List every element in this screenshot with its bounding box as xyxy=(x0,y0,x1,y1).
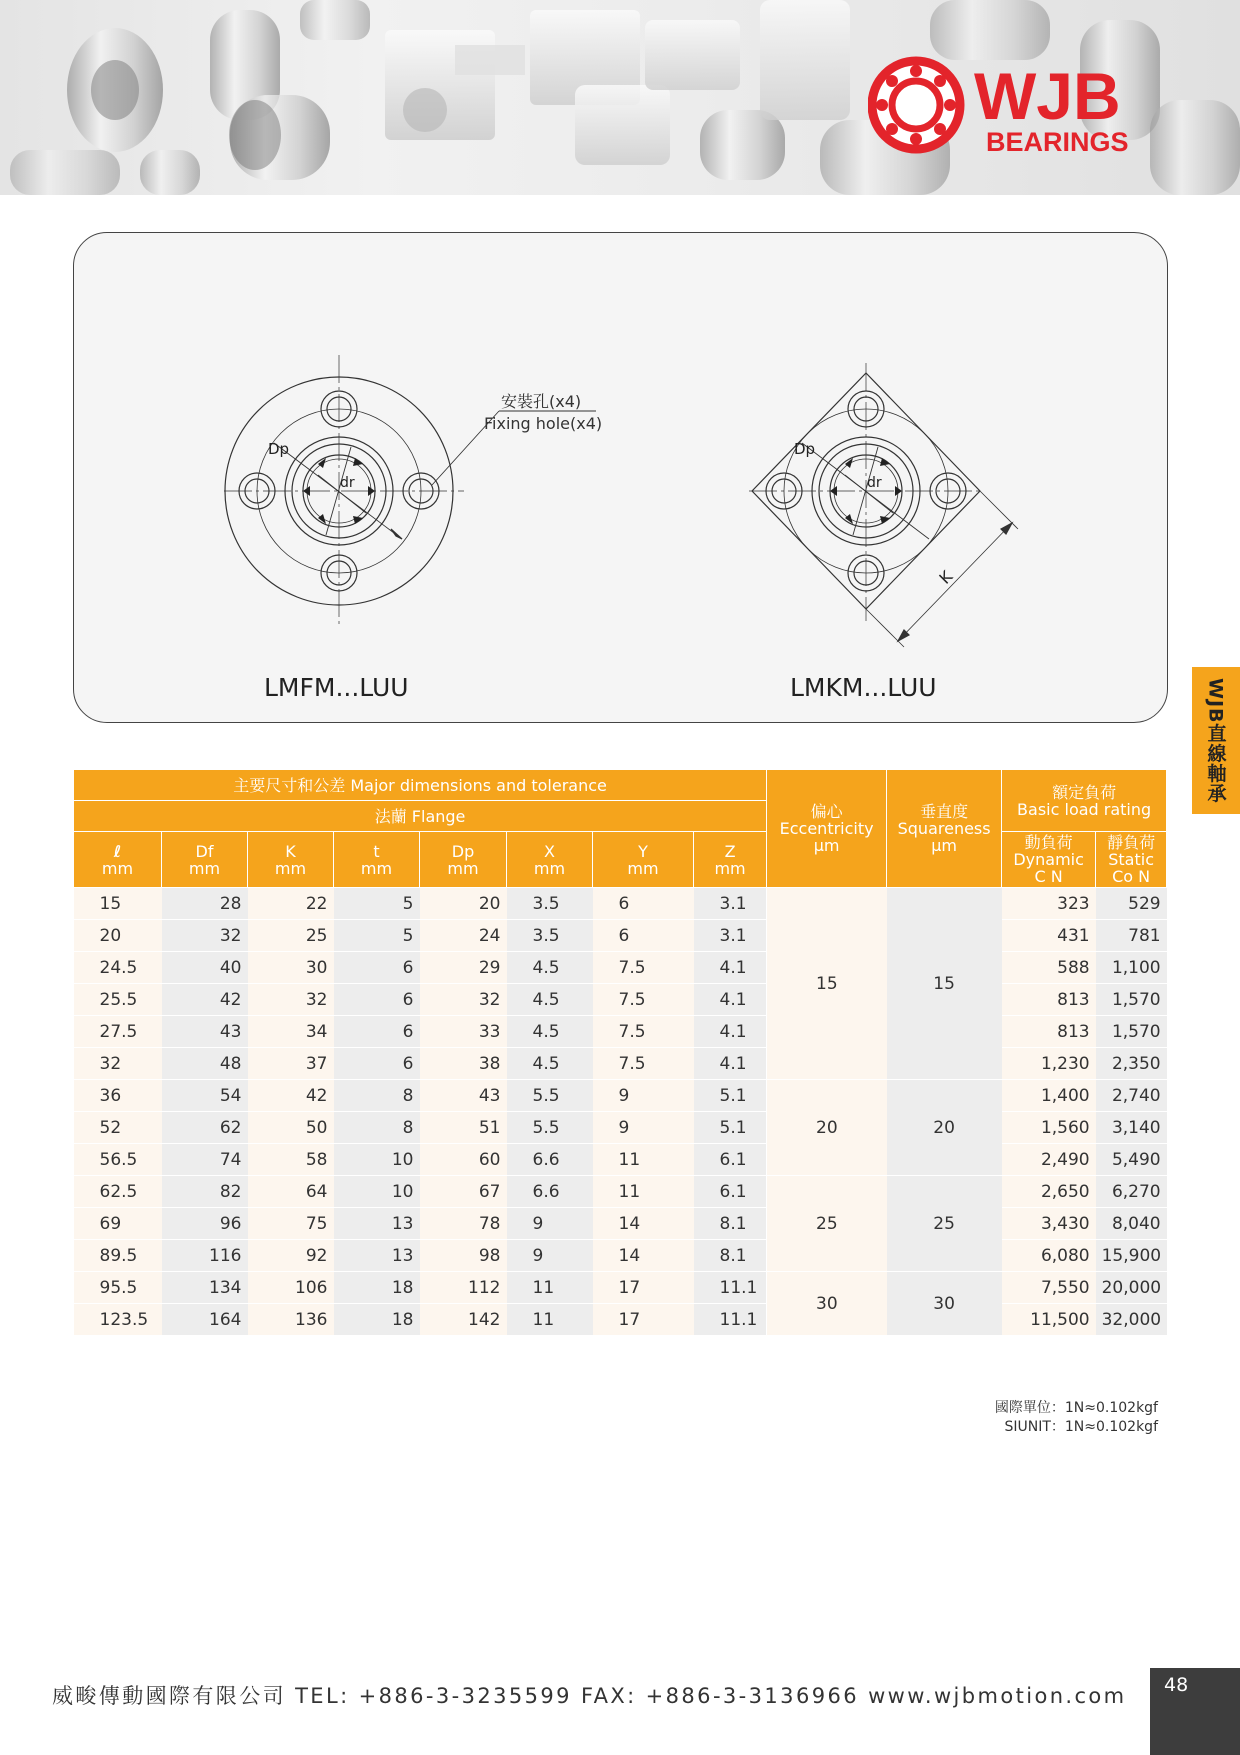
cell-ℓ: 69 xyxy=(74,1208,162,1240)
cell-eccentricity: 15 xyxy=(767,888,887,1080)
cell-t: 6 xyxy=(334,1048,420,1080)
cell-static-load: 1,570 xyxy=(1096,1016,1167,1048)
col-header-t: t mm xyxy=(334,832,420,888)
cell-dp: 60 xyxy=(420,1144,507,1176)
fixing-hole-label-cn: 安裝孔(x4) xyxy=(501,392,582,411)
cell-df: 164 xyxy=(162,1304,248,1336)
col-header-dp: Dp mm xyxy=(420,832,507,888)
cell-y: 14 xyxy=(593,1240,694,1272)
cell-k: 34 xyxy=(248,1016,334,1048)
cell-x: 6.6 xyxy=(507,1176,593,1208)
header-squareness: 垂直度 Squareness μm xyxy=(887,770,1002,888)
cell-df: 134 xyxy=(162,1272,248,1304)
cell-k: 30 xyxy=(248,952,334,984)
cell-static-load: 1,570 xyxy=(1096,984,1167,1016)
technical-drawing xyxy=(74,233,1167,722)
cell-y: 17 xyxy=(593,1272,694,1304)
page-number-box xyxy=(1150,1668,1240,1755)
cell-dynamic-load: 7,550 xyxy=(1002,1272,1096,1304)
cell-static-load: 1,100 xyxy=(1096,952,1167,984)
table-row xyxy=(74,920,1167,952)
cell-ℓ: 95.5 xyxy=(74,1272,162,1304)
cell-z: 4.1 xyxy=(694,1048,767,1080)
cell-k: 58 xyxy=(248,1144,334,1176)
cell-squareness: 15 xyxy=(887,888,1002,1080)
cell-ℓ: 62.5 xyxy=(74,1176,162,1208)
cell-dp: 142 xyxy=(420,1304,507,1336)
col-header-dynamic: 動負荷 Dynamic C N xyxy=(1002,832,1096,888)
cell-z: 11.1 xyxy=(694,1272,767,1304)
cell-dynamic-load: 813 xyxy=(1002,984,1096,1016)
cell-static-load: 5,490 xyxy=(1096,1144,1167,1176)
cell-y: 7.5 xyxy=(593,1048,694,1080)
cell-y: 11 xyxy=(593,1144,694,1176)
cell-x: 11 xyxy=(507,1304,593,1336)
logo-subtitle: BEARINGS xyxy=(986,127,1129,155)
table-row xyxy=(74,1304,1167,1336)
dr-label-left: dr xyxy=(340,475,355,491)
table-row xyxy=(74,1208,1167,1240)
cell-dynamic-load: 431 xyxy=(1002,920,1096,952)
col-header-l: ℓ mm xyxy=(74,832,162,888)
fixing-hole-label-en: Fixing hole(x4) xyxy=(484,414,603,433)
cell-dp: 67 xyxy=(420,1176,507,1208)
cell-z: 4.1 xyxy=(694,952,767,984)
cell-ℓ: 24.5 xyxy=(74,952,162,984)
cell-eccentricity: 25 xyxy=(767,1176,887,1272)
cell-df: 42 xyxy=(162,984,248,1016)
cell-t: 6 xyxy=(334,952,420,984)
cell-dynamic-load: 2,490 xyxy=(1002,1144,1096,1176)
table-row xyxy=(74,1176,1167,1208)
drawing-panel xyxy=(73,232,1168,723)
table-row xyxy=(74,1240,1167,1272)
cell-ℓ: 123.5 xyxy=(74,1304,162,1336)
cell-z: 3.1 xyxy=(694,888,767,920)
cell-squareness: 20 xyxy=(887,1080,1002,1176)
cell-dp: 24 xyxy=(420,920,507,952)
cell-static-load: 8,040 xyxy=(1096,1208,1167,1240)
cell-k: 136 xyxy=(248,1304,334,1336)
cell-k: 75 xyxy=(248,1208,334,1240)
cell-t: 18 xyxy=(334,1272,420,1304)
unit-note-cn: 國際單位：1N≈0.102kgf xyxy=(994,1400,1158,1416)
cell-k: 50 xyxy=(248,1112,334,1144)
cell-dp: 78 xyxy=(420,1208,507,1240)
cell-ℓ: 32 xyxy=(74,1048,162,1080)
cell-df: 82 xyxy=(162,1176,248,1208)
cell-dynamic-load: 1,560 xyxy=(1002,1112,1096,1144)
cell-ℓ: 36 xyxy=(74,1080,162,1112)
cell-dynamic-load: 11,500 xyxy=(1002,1304,1096,1336)
model-label-lmkm: LMKM...LUU xyxy=(790,673,937,702)
cell-squareness: 25 xyxy=(887,1176,1002,1272)
cell-static-load: 3,140 xyxy=(1096,1112,1167,1144)
cell-ℓ: 27.5 xyxy=(74,1016,162,1048)
cell-df: 40 xyxy=(162,952,248,984)
cell-y: 9 xyxy=(593,1112,694,1144)
cell-df: 96 xyxy=(162,1208,248,1240)
cell-z: 3.1 xyxy=(694,920,767,952)
cell-df: 54 xyxy=(162,1080,248,1112)
cell-z: 6.1 xyxy=(694,1144,767,1176)
cell-x: 9 xyxy=(507,1208,593,1240)
cell-ℓ: 20 xyxy=(74,920,162,952)
cell-static-load: 2,350 xyxy=(1096,1048,1167,1080)
unit-note-en: SIUNIT：1N≈0.102kgf xyxy=(1004,1419,1158,1435)
cell-dp: 20 xyxy=(420,888,507,920)
section-tab xyxy=(1192,667,1240,814)
cell-k: 37 xyxy=(248,1048,334,1080)
col-header-x: X mm xyxy=(507,832,593,888)
cell-k: 42 xyxy=(248,1080,334,1112)
cell-dp: 98 xyxy=(420,1240,507,1272)
cell-dynamic-load: 2,650 xyxy=(1002,1176,1096,1208)
cell-t: 8 xyxy=(334,1080,420,1112)
cell-static-load: 32,000 xyxy=(1096,1304,1167,1336)
page-number: 48 xyxy=(1164,1674,1189,1696)
col-header-df: Df mm xyxy=(162,832,248,888)
cell-k: 32 xyxy=(248,984,334,1016)
cell-static-load: 2,740 xyxy=(1096,1080,1167,1112)
cell-y: 6 xyxy=(593,888,694,920)
cell-static-load: 781 xyxy=(1096,920,1167,952)
cell-y: 7.5 xyxy=(593,1016,694,1048)
cell-df: 28 xyxy=(162,888,248,920)
table-row xyxy=(74,1016,1167,1048)
cell-x: 4.5 xyxy=(507,1048,593,1080)
cell-z: 4.1 xyxy=(694,1016,767,1048)
cell-t: 6 xyxy=(334,1016,420,1048)
cell-df: 116 xyxy=(162,1240,248,1272)
cell-z: 5.1 xyxy=(694,1080,767,1112)
cell-x: 5.5 xyxy=(507,1112,593,1144)
dp-label-right: Dp xyxy=(794,440,816,458)
cell-ℓ: 15 xyxy=(74,888,162,920)
cell-t: 6 xyxy=(334,984,420,1016)
table-body xyxy=(74,888,1167,1336)
cell-t: 13 xyxy=(334,1240,420,1272)
cell-y: 17 xyxy=(593,1304,694,1336)
cell-y: 14 xyxy=(593,1208,694,1240)
table-row xyxy=(74,984,1167,1016)
cell-z: 5.1 xyxy=(694,1112,767,1144)
cell-z: 6.1 xyxy=(694,1176,767,1208)
cell-dynamic-load: 588 xyxy=(1002,952,1096,984)
cell-x: 5.5 xyxy=(507,1080,593,1112)
cell-dp: 51 xyxy=(420,1112,507,1144)
cell-eccentricity: 30 xyxy=(767,1272,887,1336)
table-row xyxy=(74,1272,1167,1304)
cell-df: 74 xyxy=(162,1144,248,1176)
product-banner xyxy=(0,0,1240,195)
footer-contact: 威畯傳動國際有限公司 TEL: +886-3-3235599 FAX: +886-3-3136966 www.wjbmotion.com xyxy=(52,1684,1127,1708)
cell-dynamic-load: 6,080 xyxy=(1002,1240,1096,1272)
col-header-k: K mm xyxy=(248,832,334,888)
cell-squareness: 30 xyxy=(887,1272,1002,1336)
dp-label-left: Dp xyxy=(268,440,290,458)
header-flange: 法蘭 Flange xyxy=(74,801,767,832)
table-row xyxy=(74,1144,1167,1176)
cell-k: 25 xyxy=(248,920,334,952)
cell-z: 8.1 xyxy=(694,1240,767,1272)
table-row xyxy=(74,888,1167,920)
model-label-lmfm: LMFM...LUU xyxy=(264,673,409,702)
cell-k: 106 xyxy=(248,1272,334,1304)
cell-y: 7.5 xyxy=(593,952,694,984)
cell-dynamic-load: 1,400 xyxy=(1002,1080,1096,1112)
cell-z: 8.1 xyxy=(694,1208,767,1240)
cell-static-load: 15,900 xyxy=(1096,1240,1167,1272)
table-row xyxy=(74,1112,1167,1144)
cell-df: 32 xyxy=(162,920,248,952)
cell-static-load: 20,000 xyxy=(1096,1272,1167,1304)
cell-y: 9 xyxy=(593,1080,694,1112)
cell-y: 11 xyxy=(593,1176,694,1208)
cell-dynamic-load: 3,430 xyxy=(1002,1208,1096,1240)
cell-t: 18 xyxy=(334,1304,420,1336)
square-flange-drawing xyxy=(749,363,1018,647)
cell-dp: 43 xyxy=(420,1080,507,1112)
cell-x: 3.5 xyxy=(507,888,593,920)
header-major-dimensions: 主要尺寸和公差 Major dimensions and tolerance xyxy=(74,770,767,801)
unit-note xyxy=(995,1399,1158,1437)
cell-dp: 32 xyxy=(420,984,507,1016)
cell-dynamic-load: 323 xyxy=(1002,888,1096,920)
table-row xyxy=(74,1080,1167,1112)
cell-df: 43 xyxy=(162,1016,248,1048)
cell-dynamic-load: 813 xyxy=(1002,1016,1096,1048)
cell-x: 4.5 xyxy=(507,984,593,1016)
cell-x: 3.5 xyxy=(507,920,593,952)
cell-dp: 38 xyxy=(420,1048,507,1080)
k-label: K xyxy=(935,566,957,588)
cell-t: 10 xyxy=(334,1176,420,1208)
col-header-static: 靜負荷 Static Co N xyxy=(1096,832,1167,888)
cell-t: 5 xyxy=(334,888,420,920)
cell-dp: 112 xyxy=(420,1272,507,1304)
col-header-z: Z mm xyxy=(694,832,767,888)
cell-x: 9 xyxy=(507,1240,593,1272)
cell-z: 11.1 xyxy=(694,1304,767,1336)
cell-df: 48 xyxy=(162,1048,248,1080)
cell-k: 22 xyxy=(248,888,334,920)
wjb-logo xyxy=(868,55,1158,159)
cell-static-load: 6,270 xyxy=(1096,1176,1167,1208)
cell-ℓ: 52 xyxy=(74,1112,162,1144)
cell-x: 6.6 xyxy=(507,1144,593,1176)
cell-x: 4.5 xyxy=(507,952,593,984)
cell-t: 5 xyxy=(334,920,420,952)
cell-dynamic-load: 1,230 xyxy=(1002,1048,1096,1080)
cell-ℓ: 56.5 xyxy=(74,1144,162,1176)
dimensions-table xyxy=(73,769,1167,1336)
cell-x: 11 xyxy=(507,1272,593,1304)
cell-z: 4.1 xyxy=(694,984,767,1016)
cell-static-load: 529 xyxy=(1096,888,1167,920)
section-tab-label: WJB直線軸承 xyxy=(1204,677,1227,804)
header-eccentricity: 偏心 Eccentricity μm xyxy=(767,770,887,888)
cell-t: 13 xyxy=(334,1208,420,1240)
cell-k: 64 xyxy=(248,1176,334,1208)
cell-df: 62 xyxy=(162,1112,248,1144)
col-header-y: Y mm xyxy=(593,832,694,888)
cell-k: 92 xyxy=(248,1240,334,1272)
cell-dp: 33 xyxy=(420,1016,507,1048)
header-basic-load-rating: 額定負荷 Basic load rating xyxy=(1002,770,1167,832)
table-row xyxy=(74,952,1167,984)
cell-x: 4.5 xyxy=(507,1016,593,1048)
cell-y: 6 xyxy=(593,920,694,952)
cell-t: 10 xyxy=(334,1144,420,1176)
cell-y: 7.5 xyxy=(593,984,694,1016)
cell-t: 8 xyxy=(334,1112,420,1144)
dr-label-right: dr xyxy=(867,475,882,491)
cell-ℓ: 25.5 xyxy=(74,984,162,1016)
logo-wordmark: WJB xyxy=(974,59,1121,133)
cell-eccentricity: 20 xyxy=(767,1080,887,1176)
cell-dp: 29 xyxy=(420,952,507,984)
cell-ℓ: 89.5 xyxy=(74,1240,162,1272)
table-row xyxy=(74,1048,1167,1080)
